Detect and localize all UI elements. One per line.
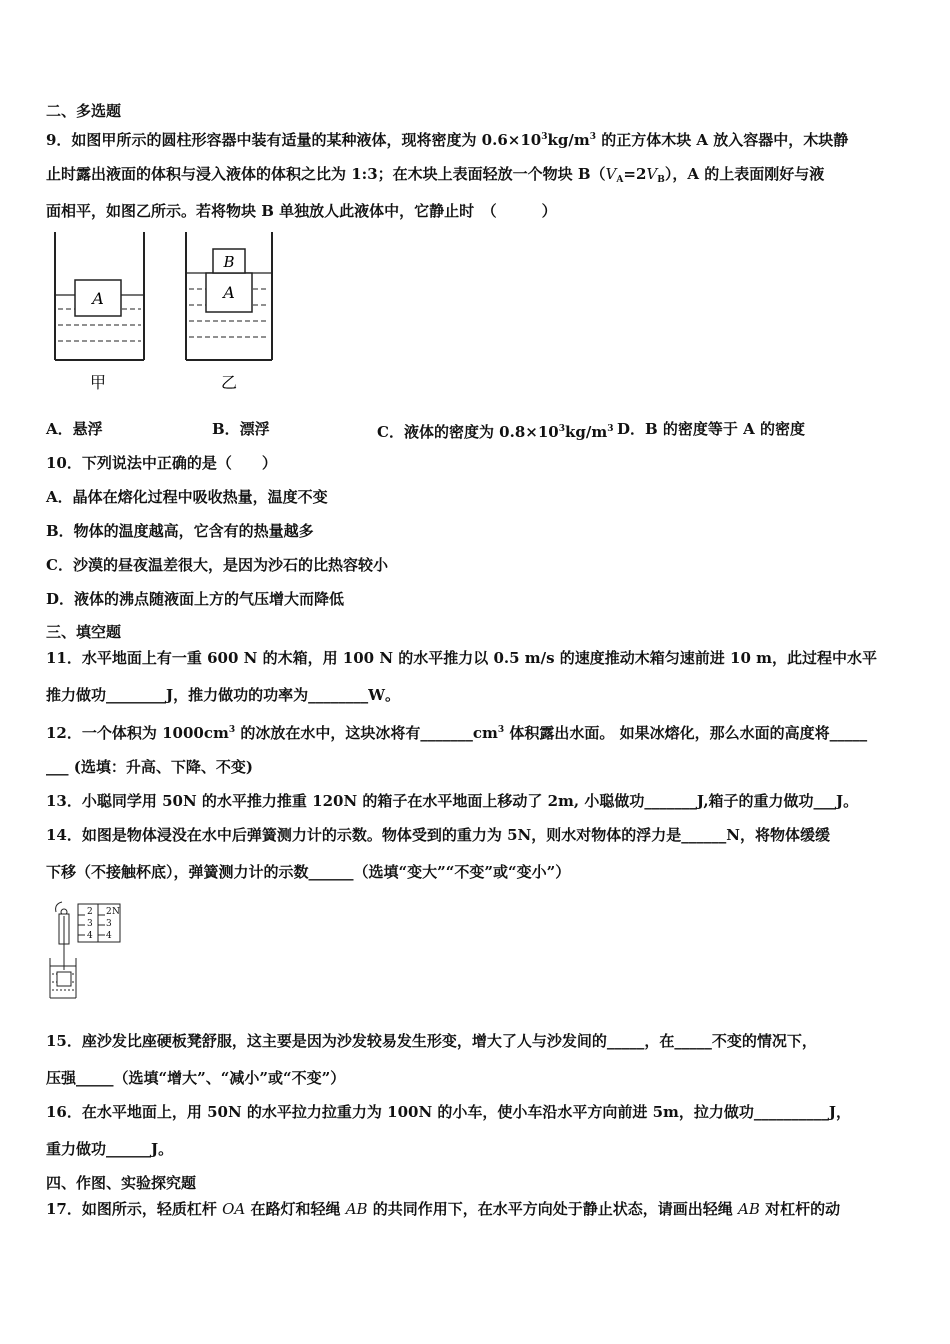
q9-stem-line3: 面相平，如图乙所示。若将物块 B 单独放人此液体中，它静止时 （ ）	[46, 202, 557, 220]
q12-line1	[46, 720, 867, 743]
q9-text: 止时露出液面的体积与浸入液体的体积之比为 1:3；在木块上表面轻放一个物块 B（	[46, 165, 606, 183]
q10-option-c: C．沙漠的昼夜温差很大，是因为沙石的比热容较小	[46, 556, 388, 574]
q9-stem-line1	[46, 127, 848, 150]
q9-sub: B	[657, 175, 665, 185]
q14-spring-scale-figure	[40, 900, 132, 1004]
q12-text: 12．一个体积为 1000cm	[46, 724, 229, 742]
q9-sub: A	[616, 175, 624, 185]
q9-text: ），A 的上表面刚好与液	[664, 165, 825, 183]
q9-option-d: D．B 的密度等于 A 的密度	[617, 420, 805, 438]
q10-option-d: D．液体的沸点随液面上方的气压增大而降低	[46, 590, 345, 608]
q13-line1: 13．小聪同学用 50N 的水平推力推重 120N 的箱子在水平地面上移动了 2m, 小聪做功_______J,箱子的重力做功___J。	[46, 792, 859, 810]
q15-line2: 压强_____（选填“增大”、“减小”或“不变”）	[46, 1069, 346, 1087]
q17-var-ab: AB	[738, 1200, 760, 1218]
q10-option-b: B．物体的温度越高，它含有的热量越多	[46, 522, 314, 540]
q16-line2: 重力做功______J。	[46, 1140, 174, 1158]
q9-sup: 3	[589, 132, 596, 142]
q14-line1: 14．如图是物体浸没在水中后弹簧测力计的示数。物体受到的重力为 5N，则水对物体的浮力是______N，将物体缓缓	[46, 826, 830, 844]
q9-var: V	[646, 165, 658, 183]
q17-text: 的共同作用下，在水平方向处于静止状态，请画出轻绳	[367, 1200, 739, 1218]
q9-option-c-text: C．液体的密度为 0.8×10	[377, 423, 559, 441]
scale-left-tick: 4	[87, 931, 93, 941]
q9-sup: 3	[558, 424, 565, 434]
q17-text: 17．如图所示，轻质杠杆	[46, 1200, 223, 1218]
q17-var-oa: OA	[222, 1200, 246, 1218]
block-a-label: A	[92, 289, 104, 308]
figure-label-yi: 乙	[220, 373, 238, 392]
q9-text: 9．如图甲所示的圆柱形容器中装有适量的某种液体，现将密度为 0.6×10	[46, 131, 542, 149]
section-heading-drawing-experiment: 四、作图、实验探究题	[46, 1174, 197, 1192]
scale-left-tick: 2	[87, 907, 93, 917]
q16-line1: 16．在水平地面上，用 50N 的水平拉力拉重力为 100N 的小车，使小车沿水平方向前进 5m，拉力做功__________J，	[46, 1103, 852, 1121]
q9-sup: 3	[607, 424, 614, 434]
section-heading-fill-blank: 三、填空题	[46, 623, 122, 641]
q11-line1: 11．水平地面上有一重 600 N 的木箱，用 100 N 的水平推力以 0.5 m/s 的速度推动木箱匀速前进 10 m，此过程中水平	[46, 649, 878, 667]
q9-figure	[50, 232, 280, 392]
figure-label-jia: 甲	[89, 373, 107, 392]
q12-sup: 3	[228, 725, 236, 735]
q10-option-a: A．晶体在熔化过程中吸收热量，温度不变	[46, 488, 328, 506]
block-b-label: B	[223, 253, 235, 271]
q12-sup: 3	[497, 725, 505, 735]
q9-option-c	[377, 419, 613, 442]
q17-line1	[46, 1199, 840, 1219]
q9-var: V	[605, 165, 617, 183]
scale-right-tick: 4	[106, 931, 112, 941]
q12-text: 的冰放在水中，这块冰将有_______cm	[235, 724, 498, 742]
q9-text: =2	[623, 165, 647, 183]
q9-stem-line2	[46, 164, 824, 190]
q9-option-b: B．漂浮	[212, 420, 270, 438]
q9-option-a: A．悬浮	[46, 420, 103, 438]
q15-line1: 15．座沙发比座硬板凳舒服，这主要是因为沙发较易发生形变，增大了人与沙发间的_____，在_____不变的情况下，	[46, 1032, 817, 1050]
q9-sup: 3	[541, 132, 548, 142]
q17-text: 对杠杆的动	[759, 1200, 841, 1218]
q14-line2: 下移（不接触杯底），弹簧测力计的示数______（选填“变大”“不变”或“变小”）	[46, 863, 571, 881]
q12-text: 体积露出水面。 如果冰熔化，那么水面的高度将_____	[504, 724, 868, 742]
block-a-label: A	[223, 283, 235, 302]
q17-var-ab: AB	[345, 1200, 368, 1218]
q12-line2: ___ (选填：升高、下降、不变)	[46, 758, 253, 776]
scale-right-tick: 3	[106, 919, 112, 929]
scale-left-tick: 3	[87, 919, 93, 929]
q9-text: kg/m	[547, 131, 590, 149]
section-heading-multiple-choice: 二、多选题	[46, 102, 122, 120]
q10-stem: 10．下列说法中正确的是（ ）	[46, 454, 277, 472]
scale-unit: N	[112, 907, 120, 917]
q9-option-c-text: kg/m	[564, 423, 608, 441]
q9-text: 的正方体木块 A 放入容器中，木块静	[595, 131, 849, 149]
q17-text: 在路灯和轻绳	[245, 1200, 346, 1218]
q11-line2: 推力做功________J，推力做功的功率为________W。	[46, 686, 400, 704]
scale-right-tick: 2	[106, 907, 112, 917]
